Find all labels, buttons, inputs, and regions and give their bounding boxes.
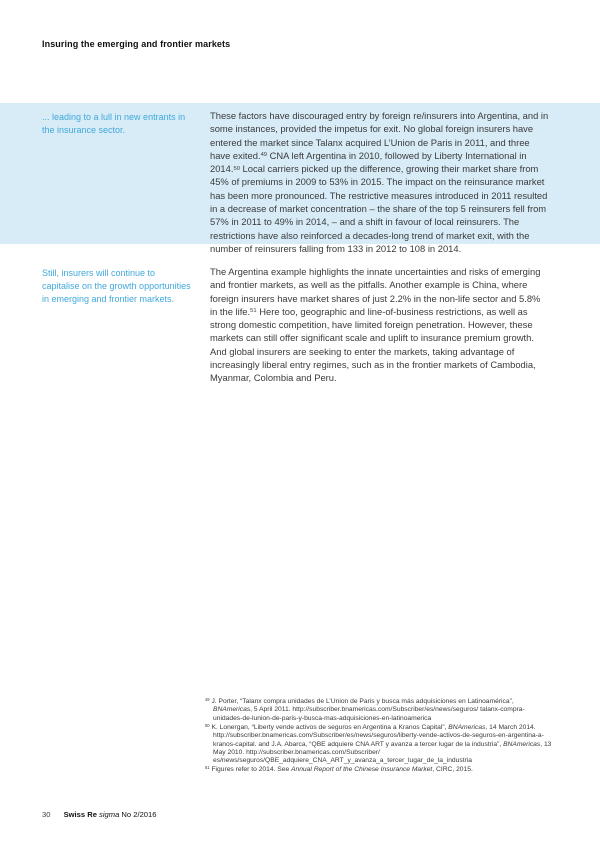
page-number: 30 [42, 810, 51, 819]
paragraph-argentina-exit: These factors have discouraged entry by foreign re/insurers into Argentina, and in some instances, provided the impetus for exit. No global foreign insurers have entered the market since Talanx acquired L’Union de Paris in 2011, and three have exited.$^{49}$ CNA left Argentina in 2010, followed by Liberty International in 2014.50 Local carriers picked up the difference, growing their market share from 45% of premiums in 2009 to 53% in 2015. The impact on the reinsurance market has been more pronounced. The restrictive measures introduced in 2011 resulted in a decrease of market concentration – the share of the top 5 reinsurers fell from 57% in 2011 to 49% in 2014, – and a shift in favour of local reinsurers. The restrictions have also reinforced a decades-long trend of market exit, with the number of reinsurers falling from 133 in 2012 to 108 in 2014. [210, 110, 549, 254]
page-footer [42, 810, 342, 819]
margin-note-entrants: ... leading to a lull in new entrants in the insurance sector. [42, 112, 186, 136]
footnote-50: $^{50}$ K. Lonergan, “Liberty vende activos de seguros en Argentina a Kranos Capital”, BNAmericas, 14 March 2014. http://subscriber.bnamericas.com/Subscriber/es/news/seguros/liberty-vende-activos-de-seguros-en-argentina-a-kranos-capital. and J.A. Abarca, “QBE adquiere CNA ART y avanza a tercer lugar de la industria”, BNAmericas, 13 May 2010. http://subscriber.bnamericas.com/Subscriber/ es/news/seguros/QBE_adquiere_CNA_ART_y_avanza_a_tercer_lugar_de_la_industria [205, 722, 552, 765]
footnote-51: $^{51}$ Figures refer to 2014. See Annual Report of the Chinese Insurance Market, CIRC, 2015. [205, 765, 473, 774]
paragraph-emerging-markets: The Argentina example highlights the innate uncertainties and risks of emerging and frontier markets, as well as the pitfalls. Another example is China, where foreign insurers have market shares of just 2.2% in the non-life sector and 5.8% in the life.$^{51}$ Here too, geographic and line-of-business restrictions, as well as strong domestic competition, have limited foreign penetration. However, these markets can still offer significant scale and uplift to insurance premium growth. And global insurers are seeking to enter the markets, taking advantage of increasingly liberal entry regimes, such as in the frontier markets of Cambodia, Myanmar, Colombia and Peru. [210, 266, 541, 384]
footnote-49: $^{49}$ J. Porter, “Talanx compra unidades de L’Union de Paris y busca más adquisiciones en Latinoamérica”, BNAmericas, 5 April 2011. http://subscriber.bnamericas.com/Subscriber/es/news/seguros/ talanx-compra-unidades-de-lunion-de-paris-y-busca-mas-adquisiciones-en-latinoamerica [205, 697, 525, 722]
margin-note-growth-opportunities: Still, insurers will continue to capitalise on the growth opportunities in emerging and frontier markets. [42, 268, 191, 305]
footer-brand-line: Swiss Re sigma No 2/2016 [63, 810, 157, 819]
running-header [42, 39, 462, 49]
footnotes-block [205, 698, 552, 775]
running-header-title: Insuring the emerging and frontier markets [42, 39, 231, 49]
